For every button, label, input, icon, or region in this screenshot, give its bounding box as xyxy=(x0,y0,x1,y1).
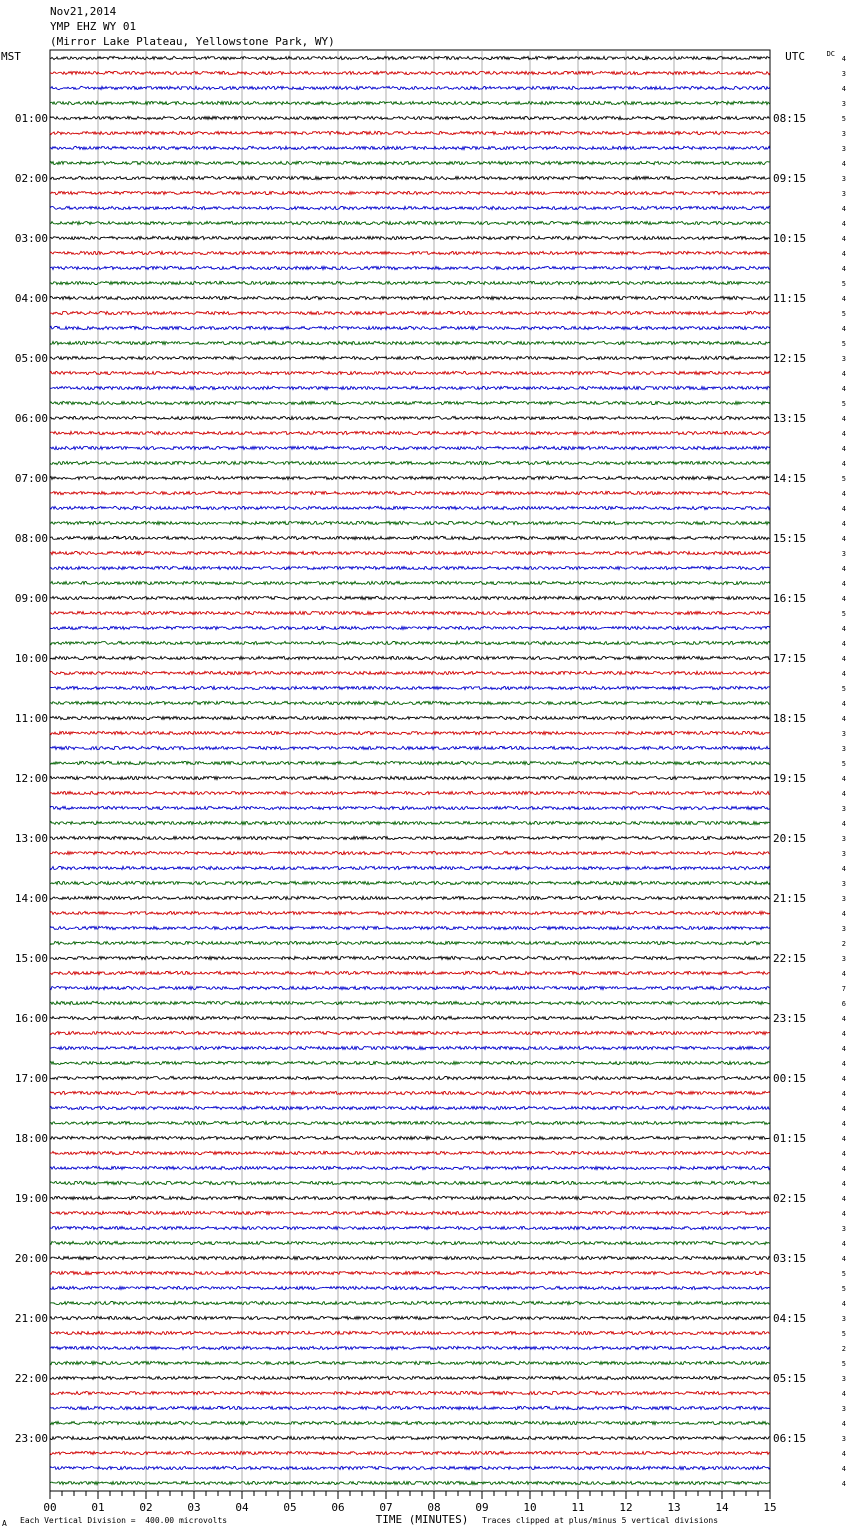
trace-line xyxy=(50,461,770,464)
x-tick-label: 05 xyxy=(283,1501,297,1514)
trace-line xyxy=(50,1406,770,1409)
dc-value: 4 xyxy=(841,595,846,603)
dc-value: 4 xyxy=(841,1255,846,1263)
trace-line xyxy=(50,806,770,809)
plot-date: Nov21,2014 xyxy=(50,5,117,18)
dc-value: 4 xyxy=(841,820,846,828)
left-hour-label: 02:00 xyxy=(14,172,48,185)
trace-line xyxy=(50,1001,770,1004)
dc-value: 4 xyxy=(841,250,846,258)
dc-value: 4 xyxy=(841,1150,846,1158)
trace-line xyxy=(50,86,770,89)
dc-value: 3 xyxy=(841,70,846,78)
dc-value: 5 xyxy=(841,115,846,123)
dc-value: 4 xyxy=(841,385,846,393)
trace-line xyxy=(50,266,770,269)
dc-value: 3 xyxy=(841,730,846,738)
trace-line xyxy=(50,941,770,944)
dc-value: 3 xyxy=(841,835,846,843)
x-tick-label: 14 xyxy=(715,1501,729,1514)
x-tick-label: 07 xyxy=(379,1501,393,1514)
right-hour-label: 16:15 xyxy=(773,592,807,605)
right-hour-label: 06:15 xyxy=(773,1432,807,1445)
trace-line xyxy=(50,221,770,224)
dc-value: 3 xyxy=(841,1375,846,1383)
trace-line xyxy=(50,326,770,329)
dc-value: 4 xyxy=(841,1300,846,1308)
trace-line xyxy=(50,311,770,314)
right-hour-label: 10:15 xyxy=(773,232,807,245)
left-hour-label: 06:00 xyxy=(14,412,48,425)
left-hour-label: 14:00 xyxy=(14,892,48,905)
dc-value: 3 xyxy=(841,190,846,198)
left-hour-label: 13:00 xyxy=(14,832,48,845)
right-hour-label: 05:15 xyxy=(773,1372,807,1385)
dc-value: 4 xyxy=(841,160,846,168)
trace-line xyxy=(50,1091,770,1094)
dc-value: 4 xyxy=(841,460,846,468)
right-hour-label: 21:15 xyxy=(773,892,807,905)
trace-line xyxy=(50,956,770,959)
right-hour-label: 13:15 xyxy=(773,412,807,425)
dc-value: 5 xyxy=(841,1360,846,1368)
trace-line xyxy=(50,1346,770,1349)
trace-line xyxy=(50,1331,770,1334)
dc-value: 2 xyxy=(841,940,846,948)
dc-value: 4 xyxy=(841,1030,846,1038)
left-hour-label: 04:00 xyxy=(14,292,48,305)
trace-line xyxy=(50,71,770,74)
x-tick-label: 09 xyxy=(475,1501,489,1514)
trace-line xyxy=(50,56,770,59)
right-hour-label: 09:15 xyxy=(773,172,807,185)
trace-line xyxy=(50,926,770,929)
dc-value: 3 xyxy=(841,925,846,933)
trace-line xyxy=(50,821,770,824)
dc-value: 4 xyxy=(841,790,846,798)
trace-line xyxy=(50,161,770,164)
right-hour-label: 22:15 xyxy=(773,952,807,965)
trace-line xyxy=(50,986,770,989)
left-hour-label: 15:00 xyxy=(14,952,48,965)
x-tick-label: 03 xyxy=(187,1501,201,1514)
trace-line xyxy=(50,416,770,419)
right-hour-label: 19:15 xyxy=(773,772,807,785)
right-hour-label: 20:15 xyxy=(773,832,807,845)
left-hour-label: 11:00 xyxy=(14,712,48,725)
dc-value: 3 xyxy=(841,1225,846,1233)
trace-line xyxy=(50,581,770,584)
trace-line xyxy=(50,656,770,659)
dc-value: 5 xyxy=(841,310,846,318)
trace-line xyxy=(50,206,770,209)
scale-note: Each Vertical Division = 400.00 microvolts xyxy=(20,1516,228,1525)
dc-value: 5 xyxy=(841,1270,846,1278)
dc-value: 4 xyxy=(841,1210,846,1218)
left-hour-label: 22:00 xyxy=(14,1372,48,1385)
trace-line xyxy=(50,521,770,524)
trace-line xyxy=(50,356,770,359)
dc-value: 5 xyxy=(841,400,846,408)
dc-value: 4 xyxy=(841,205,846,213)
trace-line xyxy=(50,626,770,629)
x-tick-label: 01 xyxy=(91,1501,105,1514)
x-tick-label: 06 xyxy=(331,1501,345,1514)
left-hour-label: 10:00 xyxy=(14,652,48,665)
right-hour-label: 18:15 xyxy=(773,712,807,725)
dc-value: 5 xyxy=(841,760,846,768)
dc-value: 5 xyxy=(841,340,846,348)
trace-line xyxy=(50,341,770,344)
x-tick-label: 15 xyxy=(763,1501,777,1514)
trace-line xyxy=(50,641,770,644)
trace-line xyxy=(50,1226,770,1229)
dc-value: 4 xyxy=(841,1180,846,1188)
left-hour-label: 20:00 xyxy=(14,1252,48,1265)
trace-line xyxy=(50,596,770,599)
trace-line xyxy=(50,1046,770,1049)
trace-line xyxy=(50,746,770,749)
dc-value: 4 xyxy=(841,670,846,678)
trace-line xyxy=(50,101,770,104)
dc-value: 6 xyxy=(841,1000,846,1008)
left-hour-label: 05:00 xyxy=(14,352,48,365)
dc-value: 5 xyxy=(841,685,846,693)
trace-line xyxy=(50,1076,770,1079)
trace-line xyxy=(50,716,770,719)
trace-line xyxy=(50,971,770,974)
trace-line xyxy=(50,866,770,869)
left-hour-label: 18:00 xyxy=(14,1132,48,1145)
dc-value: 4 xyxy=(841,1240,846,1248)
trace-line xyxy=(50,1031,770,1034)
trace-line xyxy=(50,131,770,134)
dc-value: 4 xyxy=(841,1165,846,1173)
trace-line xyxy=(50,1106,770,1109)
dc-value: 4 xyxy=(841,535,846,543)
trace-line xyxy=(50,536,770,539)
trace-line xyxy=(50,701,770,704)
left-hour-label: 23:00 xyxy=(14,1432,48,1445)
left-hour-label: 12:00 xyxy=(14,772,48,785)
dc-value: 5 xyxy=(841,1330,846,1338)
dc-value: 4 xyxy=(841,865,846,873)
dc-value: 3 xyxy=(841,130,846,138)
dc-value: 3 xyxy=(841,1435,846,1443)
right-hour-label: 08:15 xyxy=(773,112,807,125)
dc-value: 4 xyxy=(841,1105,846,1113)
dc-value: 4 xyxy=(841,445,846,453)
dc-value: 4 xyxy=(841,565,846,573)
dc-value: 4 xyxy=(841,85,846,93)
right-hour-label: 12:15 xyxy=(773,352,807,365)
trace-line xyxy=(50,761,770,764)
trace-line xyxy=(50,836,770,839)
trace-line xyxy=(50,1376,770,1379)
dc-value: 4 xyxy=(841,655,846,663)
dc-value: 3 xyxy=(841,1405,846,1413)
left-hour-label: 16:00 xyxy=(14,1012,48,1025)
dc-value: 4 xyxy=(841,1195,846,1203)
dc-value: 4 xyxy=(841,775,846,783)
x-tick-label: 02 xyxy=(139,1501,153,1514)
trace-line xyxy=(50,1181,770,1184)
left-hour-label: 08:00 xyxy=(14,532,48,545)
trace-line xyxy=(50,1121,770,1124)
trace-line xyxy=(50,1286,770,1289)
trace-line xyxy=(50,191,770,194)
left-hour-label: 03:00 xyxy=(14,232,48,245)
dc-value: 4 xyxy=(841,325,846,333)
left-hour-label: 17:00 xyxy=(14,1072,48,1085)
dc-value: 4 xyxy=(841,265,846,273)
left-hour-label: 19:00 xyxy=(14,1192,48,1205)
right-hour-label: 04:15 xyxy=(773,1312,807,1325)
dc-value: 4 xyxy=(841,430,846,438)
trace-line xyxy=(50,1361,770,1364)
trace-line xyxy=(50,1151,770,1154)
dc-value: 5 xyxy=(841,1285,846,1293)
x-tick-label: 00 xyxy=(43,1501,57,1514)
dc-value: 5 xyxy=(841,610,846,618)
dc-value: 4 xyxy=(841,1135,846,1143)
x-tick-label: 10 xyxy=(523,1501,537,1514)
dc-value: 4 xyxy=(841,505,846,513)
trace-line xyxy=(50,1166,770,1169)
right-hour-label: 15:15 xyxy=(773,532,807,545)
trace-line xyxy=(50,476,770,479)
trace-line xyxy=(50,146,770,149)
dc-value: 4 xyxy=(841,640,846,648)
trace-line xyxy=(50,776,770,779)
trace-line xyxy=(50,491,770,494)
trace-line xyxy=(50,1316,770,1319)
right-hour-label: 00:15 xyxy=(773,1072,807,1085)
trace-line xyxy=(50,371,770,374)
right-hour-label: 02:15 xyxy=(773,1192,807,1205)
trace-line xyxy=(50,506,770,509)
trace-line xyxy=(50,1241,770,1244)
dc-value: 4 xyxy=(841,910,846,918)
mst-axis-label: MST xyxy=(1,50,21,63)
dc-value: 3 xyxy=(841,850,846,858)
station-location: (Mirror Lake Plateau, Yellowstone Park, WY) xyxy=(50,35,335,48)
utc-axis-label: UTC xyxy=(785,50,805,63)
trace-line xyxy=(50,1196,770,1199)
dc-value: 3 xyxy=(841,880,846,888)
trace-line xyxy=(50,566,770,569)
trace-line xyxy=(50,401,770,404)
x-tick-label: 13 xyxy=(667,1501,681,1514)
left-hour-label: 21:00 xyxy=(14,1312,48,1325)
right-hour-label: 14:15 xyxy=(773,472,807,485)
left-hour-label: 01:00 xyxy=(14,112,48,125)
trace-line xyxy=(50,281,770,284)
dc-value: 2 xyxy=(841,1345,846,1353)
dc-label: DC xyxy=(826,50,835,58)
dc-value: 4 xyxy=(841,1015,846,1023)
trace-line xyxy=(50,386,770,389)
trace-line xyxy=(50,1391,770,1394)
dc-value: 4 xyxy=(841,625,846,633)
dc-value: 3 xyxy=(841,175,846,183)
dc-value: 3 xyxy=(841,805,846,813)
trace-line xyxy=(50,1256,770,1259)
trace-line xyxy=(50,236,770,239)
trace-line xyxy=(50,1211,770,1214)
dc-value: 4 xyxy=(841,415,846,423)
trace-line xyxy=(50,296,770,299)
dc-value: 4 xyxy=(841,1480,846,1488)
clip-note: Traces clipped at plus/minus 5 vertical divisions xyxy=(482,1516,719,1525)
dc-value: 5 xyxy=(841,475,846,483)
dc-value: 3 xyxy=(841,955,846,963)
dc-value: 4 xyxy=(841,295,846,303)
trace-line xyxy=(50,1271,770,1274)
dc-value: 3 xyxy=(841,100,846,108)
dc-value: 4 xyxy=(841,1060,846,1068)
dc-value: 4 xyxy=(841,1390,846,1398)
left-hour-label: 07:00 xyxy=(14,472,48,485)
trace-line xyxy=(50,611,770,614)
dc-value: 4 xyxy=(841,1045,846,1053)
dc-value: 3 xyxy=(841,145,846,153)
trace-line xyxy=(50,551,770,554)
trace-line xyxy=(50,116,770,119)
right-hour-label: 03:15 xyxy=(773,1252,807,1265)
dc-value: 3 xyxy=(841,1315,846,1323)
dc-value: 4 xyxy=(841,1120,846,1128)
dc-value: 4 xyxy=(841,520,846,528)
trace-line xyxy=(50,671,770,674)
x-tick-label: 11 xyxy=(571,1501,585,1514)
trace-line xyxy=(50,911,770,914)
trace-line xyxy=(50,251,770,254)
dc-value: 3 xyxy=(841,895,846,903)
dc-value: 4 xyxy=(841,700,846,708)
dc-value: 4 xyxy=(841,1450,846,1458)
trace-line xyxy=(50,431,770,434)
trace-line xyxy=(50,881,770,884)
trace-line xyxy=(50,896,770,899)
dc-value: 4 xyxy=(841,490,846,498)
trace-line xyxy=(50,1466,770,1469)
dc-value: 4 xyxy=(841,970,846,978)
x-tick-label: 12 xyxy=(619,1501,633,1514)
dc-value: 4 xyxy=(841,370,846,378)
dc-value: 3 xyxy=(841,745,846,753)
corner-mark: A xyxy=(2,1519,7,1528)
trace-line xyxy=(50,1451,770,1454)
dc-value: 4 xyxy=(841,580,846,588)
station-code: YMP EHZ WY 01 xyxy=(50,20,137,33)
trace-line xyxy=(50,1016,770,1019)
dc-value: 4 xyxy=(841,1075,846,1083)
dc-value: 4 xyxy=(841,55,846,63)
dc-value: 7 xyxy=(841,985,846,993)
trace-line xyxy=(50,1301,770,1304)
right-hour-label: 23:15 xyxy=(773,1012,807,1025)
trace-line xyxy=(50,1481,770,1484)
x-tick-label: 04 xyxy=(235,1501,249,1514)
dc-value: 4 xyxy=(841,715,846,723)
trace-line xyxy=(50,1136,770,1139)
dc-value: 4 xyxy=(841,220,846,228)
dc-value: 4 xyxy=(841,1090,846,1098)
trace-line xyxy=(50,686,770,689)
x-axis-label: TIME (MINUTES) xyxy=(375,1513,469,1526)
trace-line xyxy=(50,446,770,449)
trace-line xyxy=(50,791,770,794)
right-hour-label: 11:15 xyxy=(773,292,807,305)
trace-line xyxy=(50,1061,770,1064)
dc-value: 3 xyxy=(841,355,846,363)
dc-value: 4 xyxy=(841,1420,846,1428)
left-hour-label: 09:00 xyxy=(14,592,48,605)
trace-line xyxy=(50,1421,770,1424)
right-hour-label: 17:15 xyxy=(773,652,807,665)
dc-value: 4 xyxy=(841,1465,846,1473)
right-hour-label: 01:15 xyxy=(773,1132,807,1145)
dc-value: 3 xyxy=(841,550,846,558)
x-tick-label: 08 xyxy=(427,1501,441,1514)
trace-line xyxy=(50,176,770,179)
trace-line xyxy=(50,851,770,854)
dc-value: 5 xyxy=(841,280,846,288)
trace-line xyxy=(50,1436,770,1439)
trace-line xyxy=(50,731,770,734)
dc-value: 4 xyxy=(841,235,846,243)
